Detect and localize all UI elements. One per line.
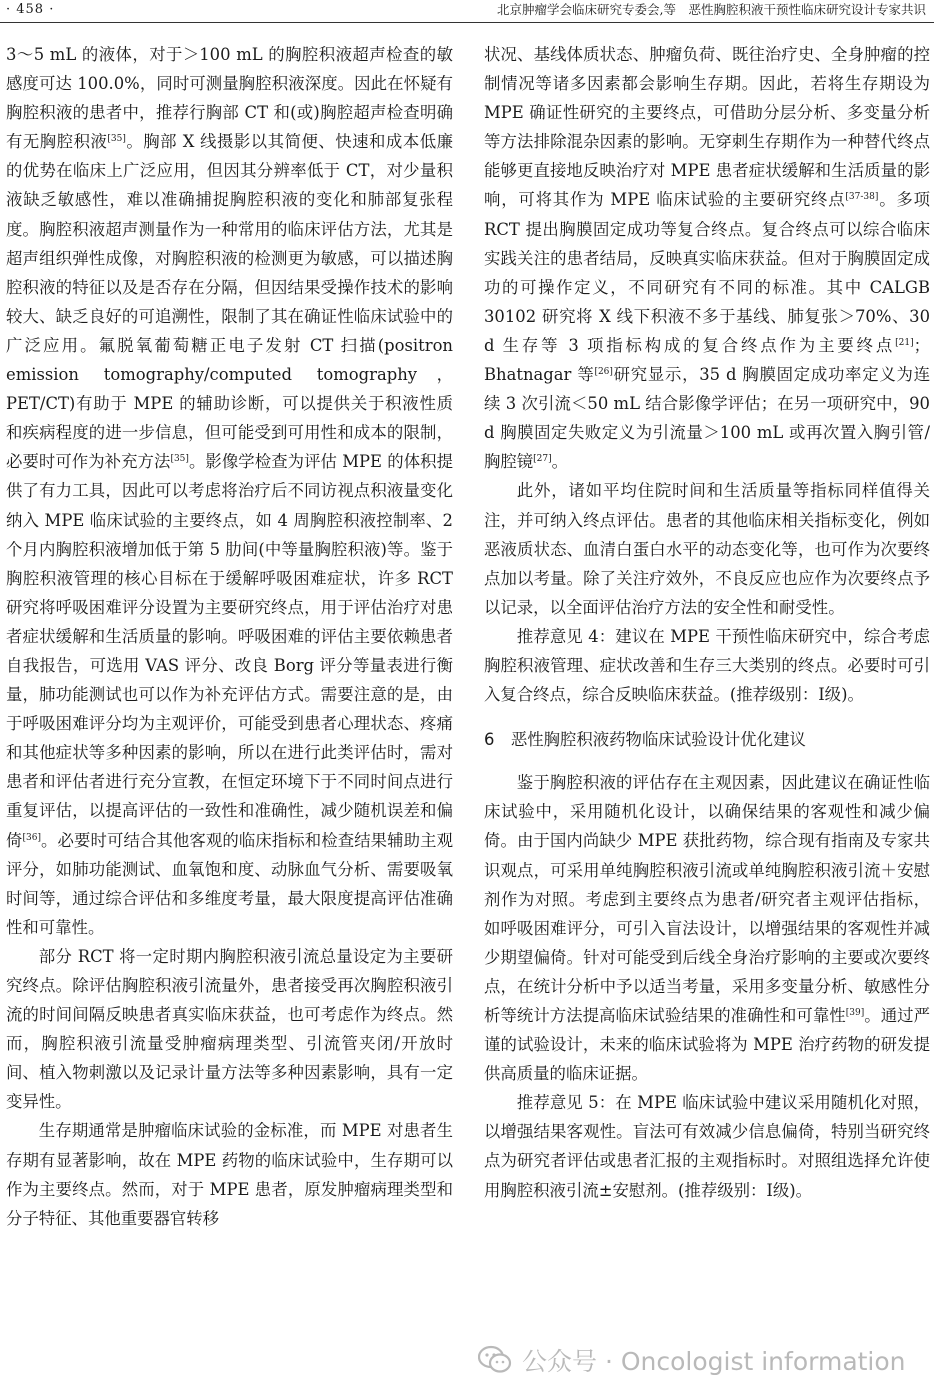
text-run: 。必要时可结合其他客观的临床指标和检查结果辅助主观评分，如肺功能测试、血氧饱和度、动脉血气分析、需要吸氧时间等，通过综合评估和多维度考量，最大限度提高评估准确性和可靠性。	[6, 830, 454, 937]
right-column	[484, 40, 930, 1205]
citation: [27]	[533, 454, 552, 465]
citation: [36]	[22, 832, 41, 843]
citation: [35]	[107, 134, 126, 145]
text-run: 。影像学检查为评估 MPE 的体积提供了有力工具，因此可以考虑将治疗后不同访视点积液量变化纳入 MPE 临床试验的主要终点，如 4 周胸腔积液控制率、2 个月内胸腔积液增加低于第 5 肋间(中等量胸腔积液)等。鉴于胸腔积液管理的核心目标在于缓解呼吸困难症状，许多 RCT 研究将呼吸困难评分设置为主要研究终点，用于评估治疗对患者症状缓解和生活质量的影响。呼吸困难的评估主要依赖患者自我报告，可选用 VAS 评分、改良 Borg 评分等量表进行衡量，肺功能测试也可以作为补充评估方式。需要注意的是，由于呼吸困难评分均为主观评价，可能受到患者心理状态、疼痛和其他症状等多种因素的影响，所以在进行此类评估时，需对患者和评估者进行充分宣教，在恒定环境下于不同时间点进行重复评估，以提高评估的一致性和准确性，减少随机误差和偏倚	[6, 452, 453, 850]
citation: [26]	[594, 367, 613, 378]
wechat-icon	[478, 1345, 512, 1375]
text-run: 状况、基线体质状态、肿瘤负荷、既往治疗史、全身肿瘤的控制情况等诸多因素都会影响生存期。因此，若将生存期设为 MPE 确证性研究的主要终点，可借助分层分析、多变量分析等方法排除混杂因素的影响。无穿刺生存期作为一种替代终点能够更直接地反映治疗对 MPE 患者症状缓解和生活质量的影响，可将其作为 MPE 临床试验的主要研究终点	[484, 45, 930, 210]
text-run: ；Bhatnagar 等	[484, 335, 930, 385]
left-paragraph-1	[6, 40, 453, 942]
text-run: 3～5 mL 的液体，对于＞100 mL 的胸腔积液超声检查的敏感度可达 100.0%，同时可测量胸腔积液深度。因此在怀疑有胸腔积液的患者中，推荐行胸部 CT 和(或)胸腔超声检查明确有无胸腔积液	[6, 45, 453, 152]
text-run: 。多项 RCT 提出胸膜固定成功等复合终点。复合终点可以综合临床实践关注的患者结局，反映真实临床获益。但对于胸膜固定成功的可操作定义，不同研究有不同的标准。其中 CALGB 30102 研究将 X 线下积液不多于基线、肺复张＞70%、30 d 生存等 3 项指标构成的复合终点作为主要终点	[484, 190, 930, 355]
right-paragraph-1	[484, 40, 930, 476]
page-number: · 458 ·	[6, 2, 55, 17]
citation: [21]	[895, 337, 914, 348]
citation: [39]	[845, 1008, 865, 1018]
citation: [37-38]	[845, 192, 879, 203]
running-title: 北京肿瘤学会临床研究专委会,等 恶性胸腔积液干预性临床研究设计专家共识	[497, 2, 926, 17]
left-paragraph-2: 部分 RCT 将一定时期内胸腔积液引流总量设定为主要研究终点。除评估胸腔积液引流量外，患者接受再次胸腔积液引流的时间间隔反映患者真实临床获益，也可考虑作为终点。然而，胸腔积液引流量受肿瘤病理类型、引流管夹闭/开放时间、植入物刺激以及记录计量方法等多种因素影响，具有一定变异性。	[6, 946, 453, 1112]
left-paragraph-3: 生存期通常是肿瘤临床试验的金标准，而 MPE 对患者生存期有显著影响，故在 MPE 药物的临床试验中，生存期可以作为主要终点。然而，对于 MPE 患者，原发肿瘤病理类型和分子特征、其他重要器官转移	[6, 1121, 453, 1228]
citation: [35]	[170, 454, 189, 465]
recommendation-4: 推荐意见 4：建议在 MPE 干预性临床研究中，综合考虑胸腔积液管理、症状改善和生存三大类别的终点。必要时可引入复合终点，综合反映临床获益。(推荐级别：Ⅰ级)。	[484, 626, 930, 705]
wechat-watermark	[478, 1343, 928, 1377]
running-header	[0, 0, 934, 23]
right-paragraph-3	[484, 768, 930, 1088]
text-run: 。通过严谨的试验设计，未来的临床试验将为 MPE 治疗药物的研发提供高质量的临床证据。	[484, 1006, 931, 1084]
text-run: 鉴于胸腔积液的评估存在主观因素，因此建议在确证性临床试验中，采用随机化设计，以确保结果的客观性和减少偏倚。由于国内尚缺少 MPE 获批药物，综合现有指南及专家共识观点，可采用单纯胸腔积液引流或单纯胸腔积液引流＋安慰剂作为对照。考虑到主要终点为患者/研究者主观评估指标，如呼吸困难评分，可引入盲法设计，以增强结果的客观性并减少期望偏倚。针对可能受到后线全身治疗影响的主要或次要终点，在统计分析中予以适当考量，采用多变量分析、敏感性分析等统计方法提高临床试验结果的准确性和可靠性	[484, 773, 930, 1025]
text-run: 。	[551, 452, 569, 472]
text-run: 研究显示，35 d 胸膜固定成功率定义为连续 3 次引流＜50 mL 结合影像学评估；在另一项研究中，90 d 胸膜固定失败定义为引流量＞100 mL 或再次置入胸引管/胸腔镜	[484, 365, 930, 472]
left-column	[6, 40, 453, 1233]
recommendation-5: 推荐意见 5：在 MPE 临床试验中建议采用随机化对照，以增强结果客观性。盲法可有效减少信息偏倚，特别当研究终点为研究者评估或患者汇报的主观指标时。对照组选择允许使用胸腔积液引流±安慰剂。(推荐级别：Ⅰ级)。	[484, 1093, 930, 1200]
text-run: 。胸部 X 线摄影以其简便、快速和成本低廉的优势在临床上广泛应用，但因其分辨率低于 CT，对少量积液缺乏敏感性，难以准确捕捉胸腔积液的变化和肺部复张程度。胸腔积液超声测量作为一种常用的临床评估方法，尤其是超声组织弹性成像，对胸腔积液的检测更为敏感，可以描述胸腔积液的特征以及是否存在分隔，但因结果受操作技术的影响较大、缺乏良好的可追溯性，限制了其在确证性临床试验中的广泛应用。氟脱氧葡萄糖正电子发射 CT 扫描(positron emission tomography/computed tomography，PET/CT)有助于 MPE 的辅助诊断，可以提供关于积液性质和疾病程度的进一步信息，但可能受到可用性和成本的限制，必要时可作为补充方法	[6, 132, 453, 472]
watermark-text: 公众号 · Oncologist information	[522, 1347, 906, 1376]
right-paragraph-2: 此外，诸如平均住院时间和生活质量等指标同样值得关注，并可纳入终点评估。患者的其他临床相关指标变化，例如恶液质状态、血清白蛋白水平的动态变化等，也可作为次要终点加以考量。除了关注疗效外，不良反应也应作为次要终点予以记录，以全面评估治疗方法的安全性和耐受性。	[484, 481, 930, 617]
section-heading-6: 6 恶性胸腔积液药物临床试验设计优化建议	[484, 730, 806, 750]
